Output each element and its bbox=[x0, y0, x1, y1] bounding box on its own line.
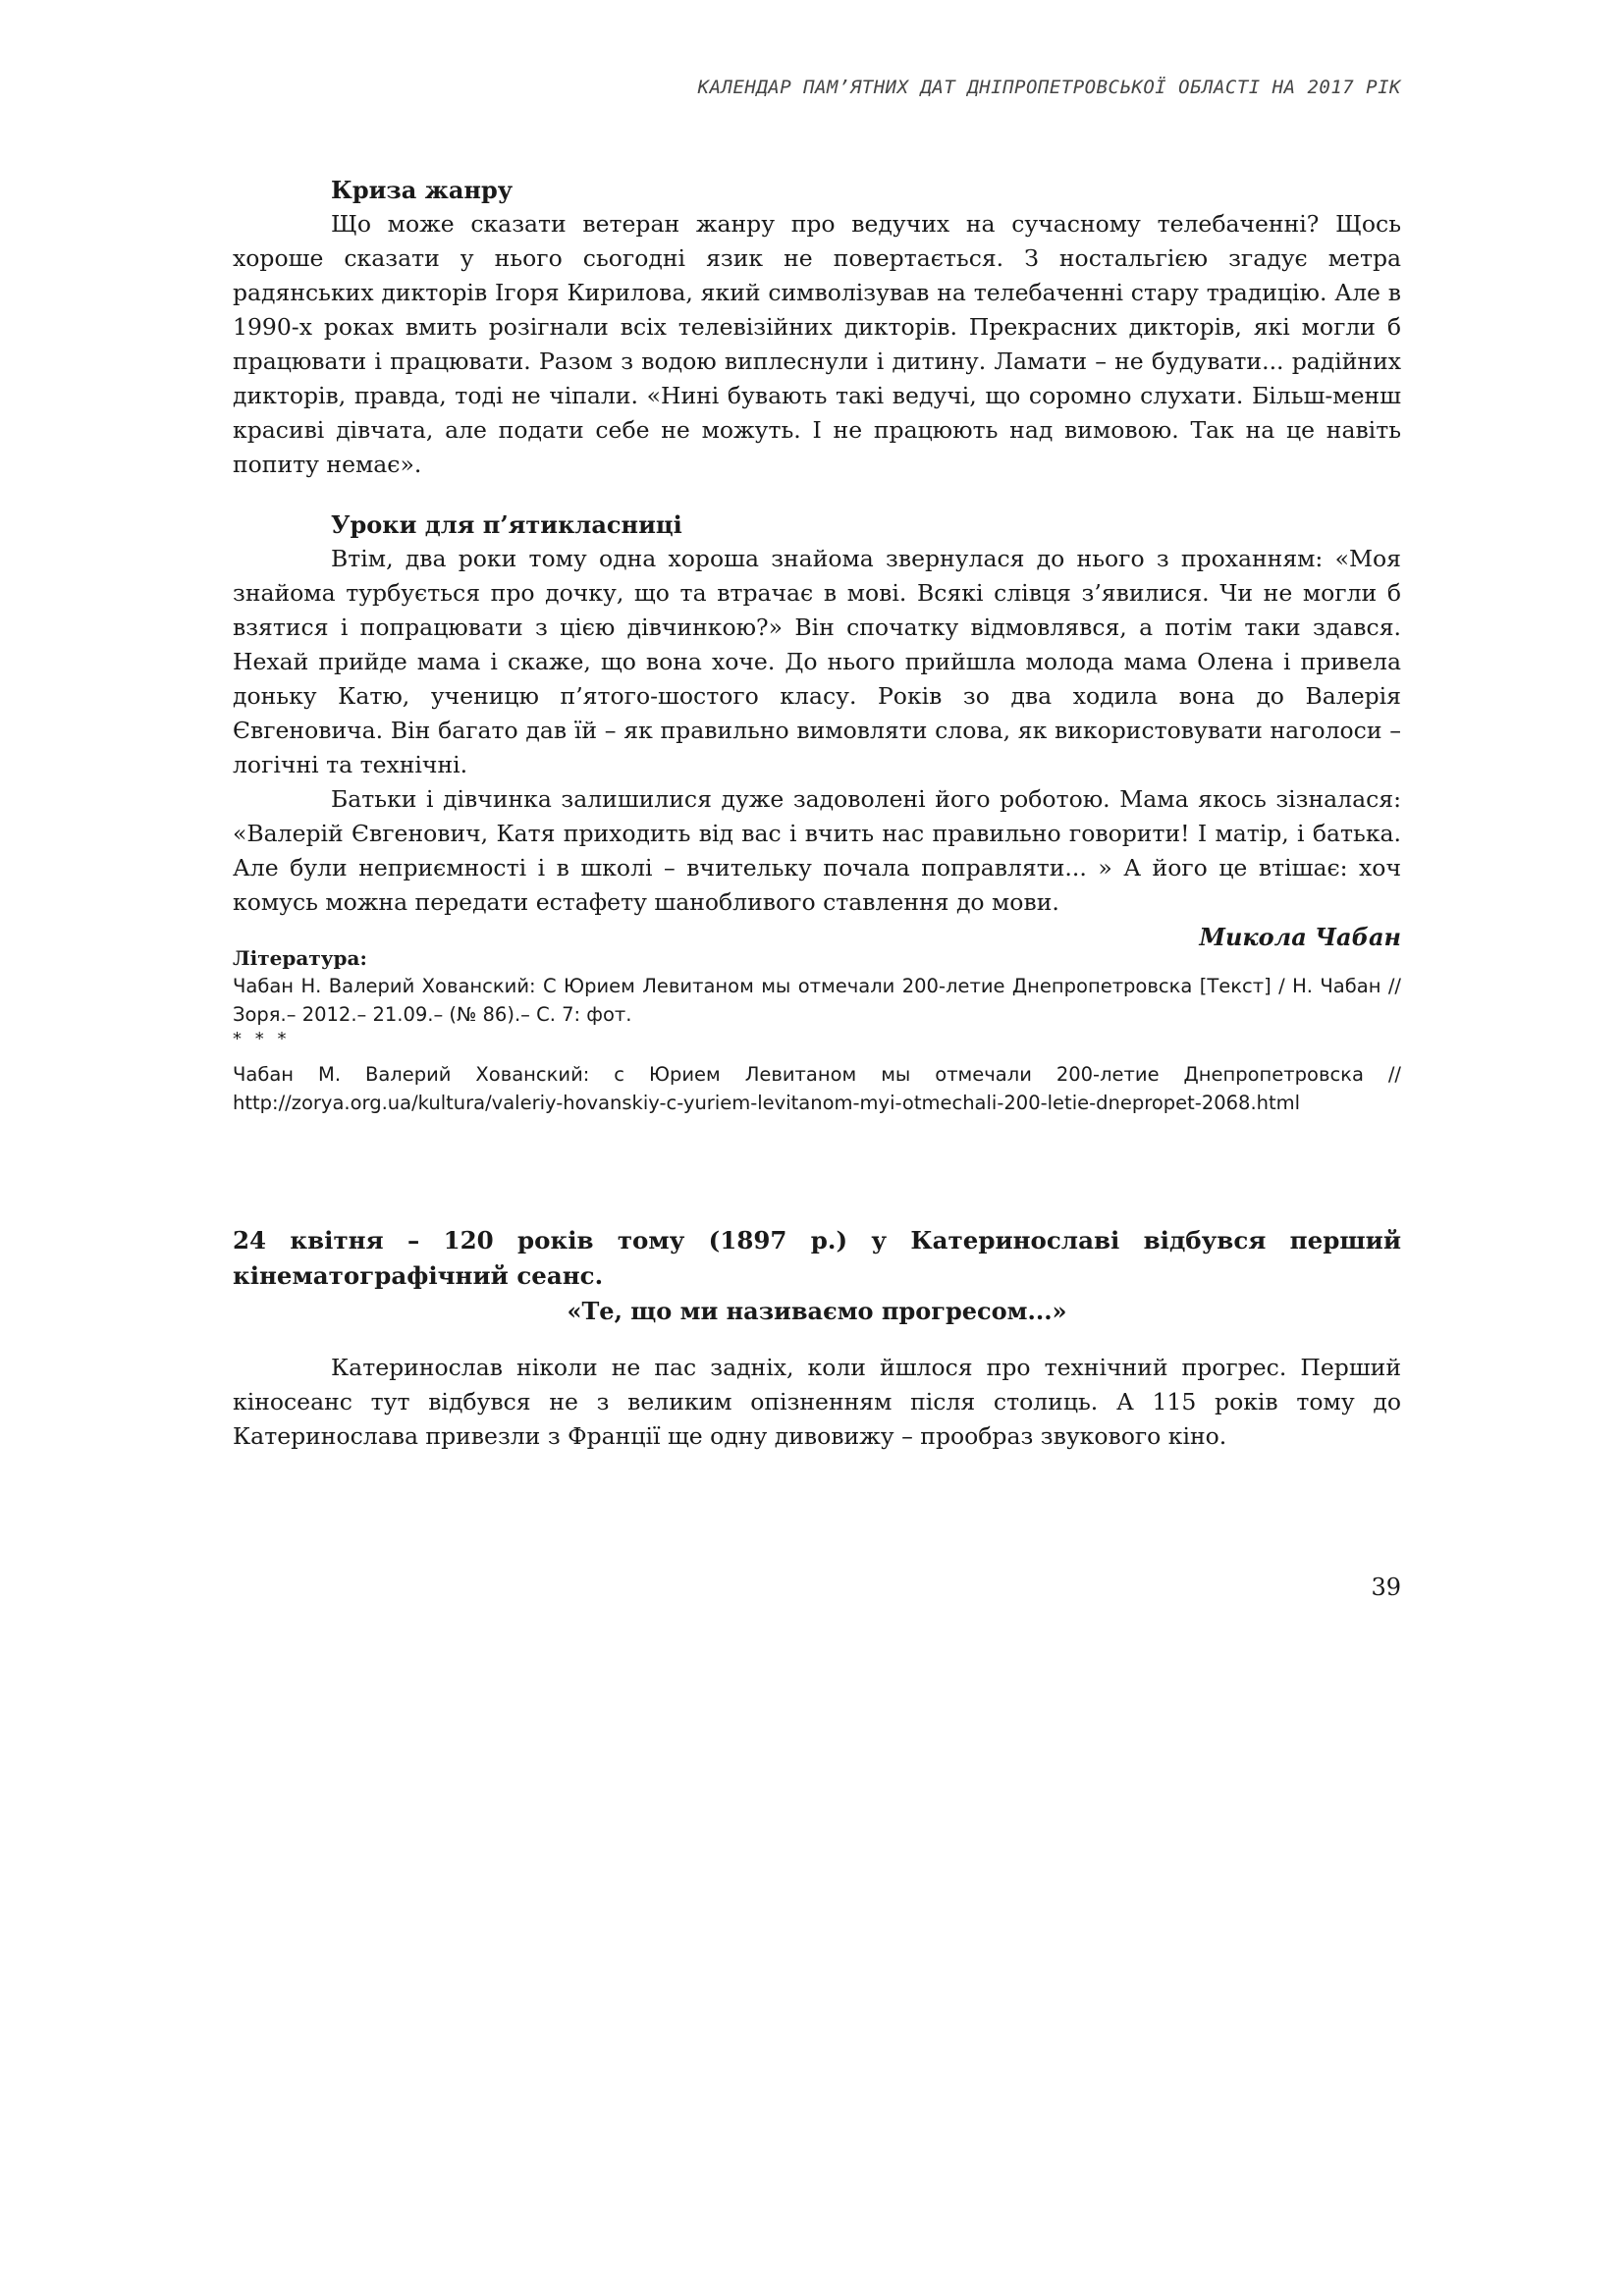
event-section bbox=[233, 1223, 1401, 1329]
literature-section bbox=[233, 944, 1401, 1117]
event-subtitle: «Те, що ми називаємо прогресом...» bbox=[567, 1297, 1067, 1325]
event-body bbox=[233, 1351, 1401, 1454]
running-header: КАЛЕНДАР ПАМ’ЯТНИХ ДАТ ДНІПРОПЕТРОВСЬКОЇ ОБЛАСТІ НА 2017 РІК bbox=[697, 77, 1401, 98]
section-uroky bbox=[233, 507, 1401, 955]
literature-entry: Чабан Н. Валерий Хованский: С Юрием Левитаном мы отмечали 200-летие Днепропетровска [Текст] / Н. Чабан // Зоря.– 2012.– 21.09.– (№ 86).– С. 7: фот. bbox=[233, 975, 1401, 1026]
body-paragraph: Що може сказати ветеран жанру про ведучих на сучасному телебаченні? Щось хороше сказати у нього сьогодні язик не повертається. З ностальгією згадує метра радянських дикторів Ігоря Кирилова, який символізував на телебаченні стару традицію. Але в 1990-х роках вмить розігнали всіх телевізійних дикторів. Прекрасних дикторів, які могли б працювати і працювати. Разом з водою виплеснули і дитину. Ламати – не будувати... радійних дикторів, правда, тоді не чіпали. «Нині бувають такі ведучі, що соромно слухати. Більш-менш красиві дівчата, але подати себе не можуть. І не працюють над вимовою. Так на це навіть попиту немає». bbox=[233, 210, 1401, 478]
author-signature: Микола Чабан bbox=[1199, 923, 1401, 951]
body-paragraph: Втім, два роки тому одна хороша знайома звернулася до нього з проханням: «Моя знайома турбується про дочку, що та втрачає в мові. Всякі слівця з’явилися. Чи не могли б взятися і попрацювати з цією дівчинкою?» Він спочатку відмовлявся, а потім таки здався. Нехай прийде мама і скаже, що вона хоче. До нього прийшла молода мама Олена і привела доньку Катю, ученицю п’ятого-шостого класу. Років зо два ходила вона до Валерія Євгеновича. Він багато дав їй – як правильно вимовляти слова, як використовувати наголоси – логічні та технічні. bbox=[233, 545, 1401, 778]
literature-entry: Чабан М. Валерий Хованский: с Юрием Левитаном мы отмечали 200-летие Днепропетровска // http://zorya.org.ua/kultura/valeriy-hovanskiy-c-yuriem-levitanom-myi-otmechali-200-letie-dnepropet-2068.html bbox=[233, 1063, 1401, 1114]
literature-heading: Література: bbox=[233, 946, 367, 970]
document-page bbox=[233, 0, 1401, 2296]
literature-separator: * * * bbox=[233, 1029, 291, 1049]
page-number: 39 bbox=[1371, 1574, 1401, 1601]
body-paragraph: Катеринослав ніколи не пас задніх, коли йшлося про технічний прогрес. Перший кіносеанс тут відбувся не з великим опізненням після столиць. А 115 років тому до Катеринослава привезли з Франції ще одну дивовижу – прообраз звукового кіно. bbox=[233, 1354, 1401, 1450]
section-heading: Криза жанру bbox=[331, 176, 514, 204]
section-heading: Уроки для п’ятикласниці bbox=[331, 510, 682, 539]
body-paragraph: Батьки і дівчинка залишилися дуже задоволені його роботою. Мама якось зізналася: «Валерій Євгенович, Катя приходить від вас і вчить нас правильно говорити! І матір, і батька. Але були неприємності і в школі – вчительку почала поправляти... » А його це втішає: хоч комусь можна передати естафету шанобливого ставлення до мови. bbox=[233, 785, 1401, 916]
section-kryza-zhanru bbox=[233, 173, 1401, 482]
event-title: 24 квітня – 120 років тому (1897 р.) у Катеринославі відбувся перший кінематографічний сеанс. bbox=[233, 1226, 1401, 1290]
